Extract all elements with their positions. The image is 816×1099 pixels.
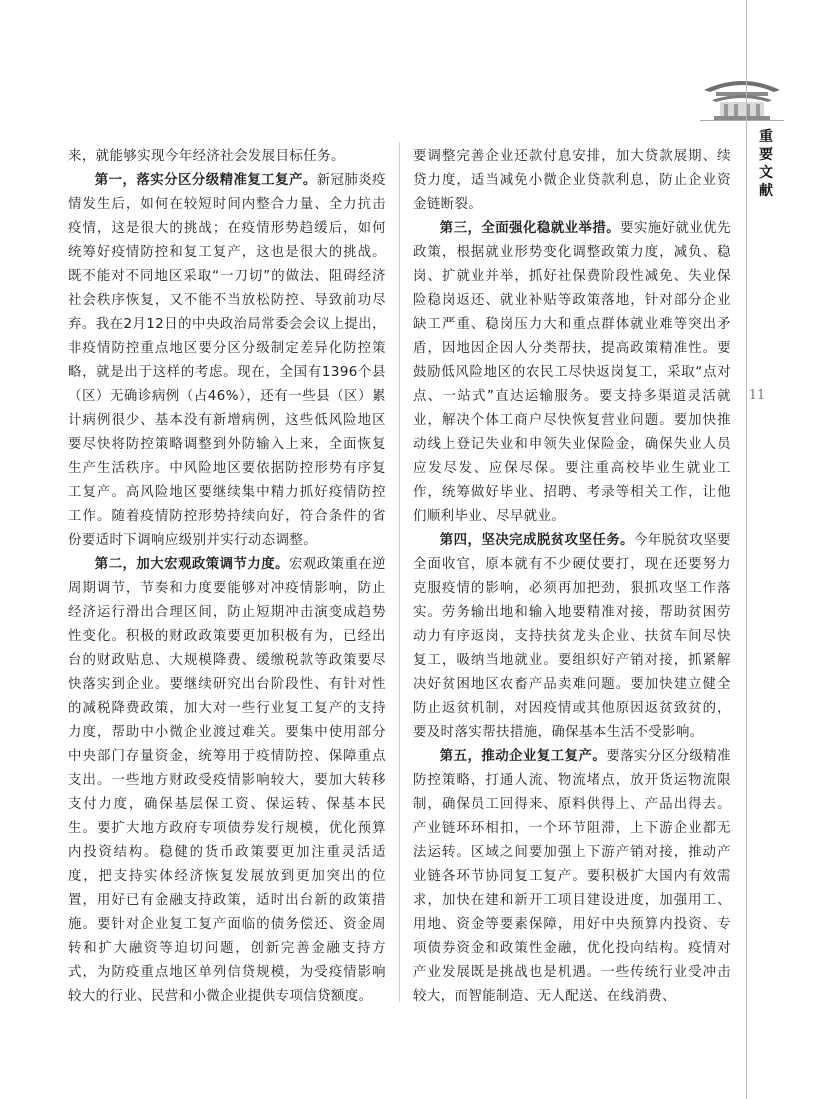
paragraph-text: 新冠肺炎疫情发生后，如何在较短时间内整合力量、全力抗击疫情，这是很大的挑战；在疫情形势趋缓后，如何统筹好疫情防控和复工复产，这也是很大的挑战。既不能对不同地区采取“一刀切”的做法、阻碍经济社会秩序恢复，又不能不当放松防控、导致前功尽弃。我在2月12日的中央政治局常委会会议上提出，非疫情防控重点地区要分区分级制定差异化防控策略，就是出于这样的考虑。现在，全国有1396个县（区）无确诊病例（占46%），还有一些县（区）累计病例很少、基本没有新增病例，这些低风险地区要尽快将防控策略调整到外防输入上来，全面恢复生产生活秩序。中风险地区要依据防控形势有序复工复产。高风险地区要继续集中精力抓好疫情防控工作。随着疫情防控形势持续向好，符合条件的省份要适时下调响应级别并实行动态调整。 — [68, 173, 386, 548]
pavilion-icon — [700, 70, 784, 126]
paragraph-heading: 第二，加大宏观政策调节力度。 — [94, 557, 289, 572]
paragraph-text: 要实施好就业优先政策，根据就业形势变化调整政策力度，减负、稳岗、扩就业并举，抓好社保费阶段性减免、失业保险稳岗返还、就业补贴等政策落地，针对部分企业缺工严重、稳岗压力大和重点群体就业难等突出矛盾，因地因企因人分类帮扶，提高政策精准性。要鼓励低风险地区的农民工尽快返岗复工，采取“点对点、一站式”直达运输服务。要支持多渠道灵活就业，解决个体工商户尽快恢复营业问题。要加快推动线上登记失业和申领失业保险金，确保失业人员应发尽发、应保尽保。要注重高校毕业生就业工作，统筹做好毕业、招聘、考录等相关工作，让他们顺利毕业、尽早就业。 — [413, 221, 731, 524]
paragraph — [68, 145, 386, 169]
paragraph — [413, 745, 731, 1009]
paragraph-text: 要落实分区分级精准防控策略，打通人流、物流堵点，放开货运物流限制，确保员工回得来、原料供得上、产品出得去。产业链环环相扣，一个环节阻滞，上下游企业都无法运转。区域之间要加强上下游产销对接，推动产业链各环节协同复工复产。要积极扩大国内有效需求，加快在建和新开工项目建设进度，加强用工、用地、资金等要素保障，用好中央预算内投资、专项债券资金和政策性金融，优化投向结构。疫情对产业发展既是挑战也是机遇。一些传统行业受冲击较大，而智能制造、无人配送、在线消费、 — [413, 749, 731, 1004]
paragraph — [413, 529, 731, 745]
page-number: 11 — [748, 388, 766, 403]
right-column — [413, 145, 731, 1009]
margin-rule — [746, 0, 747, 1099]
column-divider — [399, 142, 400, 1002]
paragraph-text: 要调整完善企业还款付息安排，加大贷款展期、续贷力度，适当减免小微企业贷款利息，防止企业资金链断裂。 — [413, 149, 731, 212]
paragraph-text: 今年脱贫攻坚要全面收官，原本就有不少硬仗要打，现在还要努力克服疫情的影响，必须再加把劲，狠抓攻坚工作落实。劳务输出地和输入地要精准对接，帮助贫困劳动力有序返岗，支持扶贫龙头企业、扶贫车间尽快复工，吸纳当地就业。要组织好产销对接，抓紧解决好贫困地区农畜产品卖难问题。要加快建立健全防止返贫机制，对因疫情或其他原因返贫致贫的，要及时落实帮扶措施，确保基本生活不受影响。 — [413, 533, 731, 740]
paragraph-heading: 第一，落实分区分级精准复工复产。 — [94, 173, 317, 188]
paragraph-heading: 第三，全面强化稳就业举措。 — [439, 221, 621, 236]
paragraph-text: 宏观政策重在逆周期调节，节奏和力度要能够对冲疫情影响，防止经济运行滑出合理区间，防止短期冲击演变成趋势性变化。积极的财政政策要更加积极有为，已经出台的财政贴息、大规模降费、缓缴税款等政策要尽快落实到企业。要继续研究出台阶段性、有针对性的减税降费政策，加大对一些行业复工复产的支持力度，帮助中小微企业渡过难关。要集中使用部分中央部门存量资金，统筹用于疫情防控、保障重点支出。一些地方财政受疫情影响较大，要加大转移支付力度，确保基层保工资、保运转、保基本民生。要扩大地方政府专项债券发行规模，优化预算内投资结构。稳健的货币政策要更加注重灵活适度，把支持实体经济恢复发展放到更加突出的位置，用好已有金融支持政策，适时出台新的政策措施。要针对企业复工复产面临的债务偿还、资金周转和扩大融资等迫切问题，创新完善金融支持方式，为防疫重点地区单列信贷规模，为受疫情影响较大的行业、民营和小微企业提供专项信贷额度。 — [68, 557, 386, 1004]
paragraph-heading: 第五，推动企业复工复产。 — [439, 749, 607, 764]
paragraph-text: 来，就能够实现今年经济社会发展目标任务。 — [68, 149, 345, 164]
paragraph — [413, 145, 731, 217]
left-column — [68, 145, 386, 1009]
paragraph-heading: 第四，坚决完成脱贫攻坚任务。 — [439, 533, 634, 548]
paragraph — [413, 217, 731, 529]
paragraph — [68, 553, 386, 1009]
section-label: 重要文献 — [759, 129, 773, 199]
paragraph — [68, 169, 386, 553]
